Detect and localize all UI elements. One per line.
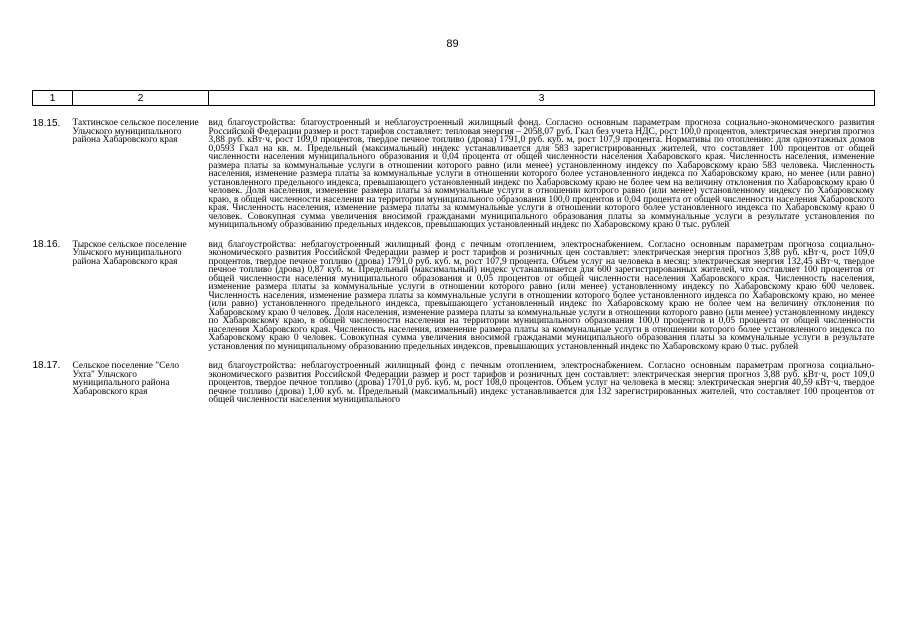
row-description: вид благоустройства: неблагоустроенный жилищный фонд с печным отоплением, электроснабжением. Согласно основным параметрам прогноза социально-экономического развития Российской Федерации размер и рост тарифов и розничных цен составляет: электрическая энергия прогноз 3,88 руб. кВт·ч, рост 109,0 процентов, твердое печное топливо (дрова) 1701,0 руб. куб. м, рост 108,0 процентов. Объем услуг на человека в месяц: электрическая энергия 40,59 кВт·ч, твердое печное топливо (дрова) 1,00 куб. м. Предельный (максимальный) индекс устанавливается для 132 зарегистрированных жителей, что составляет 100 процентов от общей численности населения муниципального: [208, 361, 875, 405]
row-description: вид благоустройства: благоустроенный и неблагоустроенный жилищный фонд. Согласно основным параметрам прогноза социально-экономического развития Российской Федерации размер и рост тарифов составляет: тепловая энергия – 2058,07 руб. Гкал без учета НДС, рост 100,0 процентов, электрическая энергия прогноз 3,88 руб. кВт·ч, рост 109,0 процентов, твердое печное топливо (дрова) 1791,0 руб. куб. м, рост 107,9 процента. Нормативы по отоплению: для одноэтажных домов 0,0593 Гкал на кв. м. Предельный (максимальный) индекс устанавливается для 583 зарегистрированных жителей, что составляет 100 процентов от общей численности населения муниципального образования и 0,04 процента от общей численности населения Хабаровского края. Численность населения, изменение размера платы за коммунальные услуги в отношении которого равно (или менее) установленному индексу по Хабаровскому краю 583 человека. Численность населения, изменение размера платы за коммунальные услуги в отношении которого более установленного индекса по Хабаровскому краю, но менее (или равно) установленного предельного индекса, превышающего установленный индекс по Хабаровскому краю не более чем на величину отклонения по Хабаровскому краю 0 человек. Доля населения, изменение размера платы за коммунальные услуги в отношении которого равно (или менее) установленному индексу по Хабаровскому краю, в общей численности населения на территории муниципального образования 100,0 процентов и 0,04 процента от общей численности населения Хабаровского края. Численность населения, изменение размера платы за коммунальные услуги в отношении которого более установленного индекса по Хабаровскому краю 0 человек. Совокупная сумма увеличения вносимой гражданами муниципального образования платы за коммунальные услуги в результате установления по муниципальному образованию предельных индексов, превышающих установленный индекс по Хабаровскому краю 0 тыс. рублей: [208, 118, 875, 230]
page-number: 89: [446, 38, 459, 50]
row-number: 18.15.: [32, 118, 61, 129]
header-col-1: 1: [33, 91, 73, 106]
row-description: вид благоустройства: неблагоустроенный жилищный фонд с печным отоплением, электроснабжением. Согласно основным параметрам прогноза социально-экономического развития Российской Федерации размер и рост тарифов и розничных цен составляет: электрическая энергия прогноз 3,88 руб. кВт·ч, рост 109,0 процентов, твердое печное топливо (дрова) 1791,0 руб. куб. м, рост 107,9 процента. Объем услуг на человека в месяц: электрическая энергия 132,45 кВт·ч, твердое печное топливо (дрова) 0,87 куб. м. Предельный (максимальный) индекс устанавливается для 600 зарегистрированных жителей, что составляет 100 процентов от общей численности населения муниципального образования и 0,05 процентов от общей численности населения Хабаровского края. Численность населения, изменение размера платы за коммунальные услуги в отношении которого равно (или менее) установленному индексу по Хабаровскому краю 600 человек. Численность населения, изменение размера платы за коммунальные услуги в отношении которого более установленного индекса по Хабаровскому краю, но менее (или равно) установленного предельного индекса, превышающего установленный индекс по Хабаровскому краю не более чем на величину отклонения по Хабаровскому краю 0 человек. Доля населения, изменение размера платы за коммунальные услуги в отношении которого равно (или менее) установленному индексу по Хабаровскому краю, в общей численности населения на территории муниципального образования 100,0 процентов и 0,05 процента от общей численности населения Хабаровского края. Численность населения, изменение размера платы за коммунальные услуги в отношении которого более установленного индекса по Хабаровскому краю 0 человек. Совокупная сумма увеличения вносимой гражданами муниципального образования платы за коммунальные услуги в результате установления по муниципальному образованию предельных индексов, превышающих установленный индекс по Хабаровскому краю 0 тыс. рублей: [208, 239, 875, 352]
row-number: 18.16.: [32, 238, 61, 250]
municipality-name: Тахтинское сельское поселение Ульчского муниципального района Хабаровского края: [72, 118, 199, 145]
row-number: 18.17.: [32, 360, 61, 371]
table-row: [33, 230, 875, 352]
tariff-table: [32, 90, 875, 405]
table-row: [33, 106, 875, 230]
table-row: [33, 351, 875, 405]
municipality-name: Сельское поселение "Село Ухта" Ульчского муниципального района Хабаровского края: [72, 361, 180, 397]
table-header-row: [33, 91, 875, 106]
municipality-name: Тырское сельское поселение Ульчского муниципального района Хабаровского края: [72, 239, 187, 267]
header-col-2: 2: [73, 91, 209, 106]
header-col-3: 3: [209, 91, 875, 106]
